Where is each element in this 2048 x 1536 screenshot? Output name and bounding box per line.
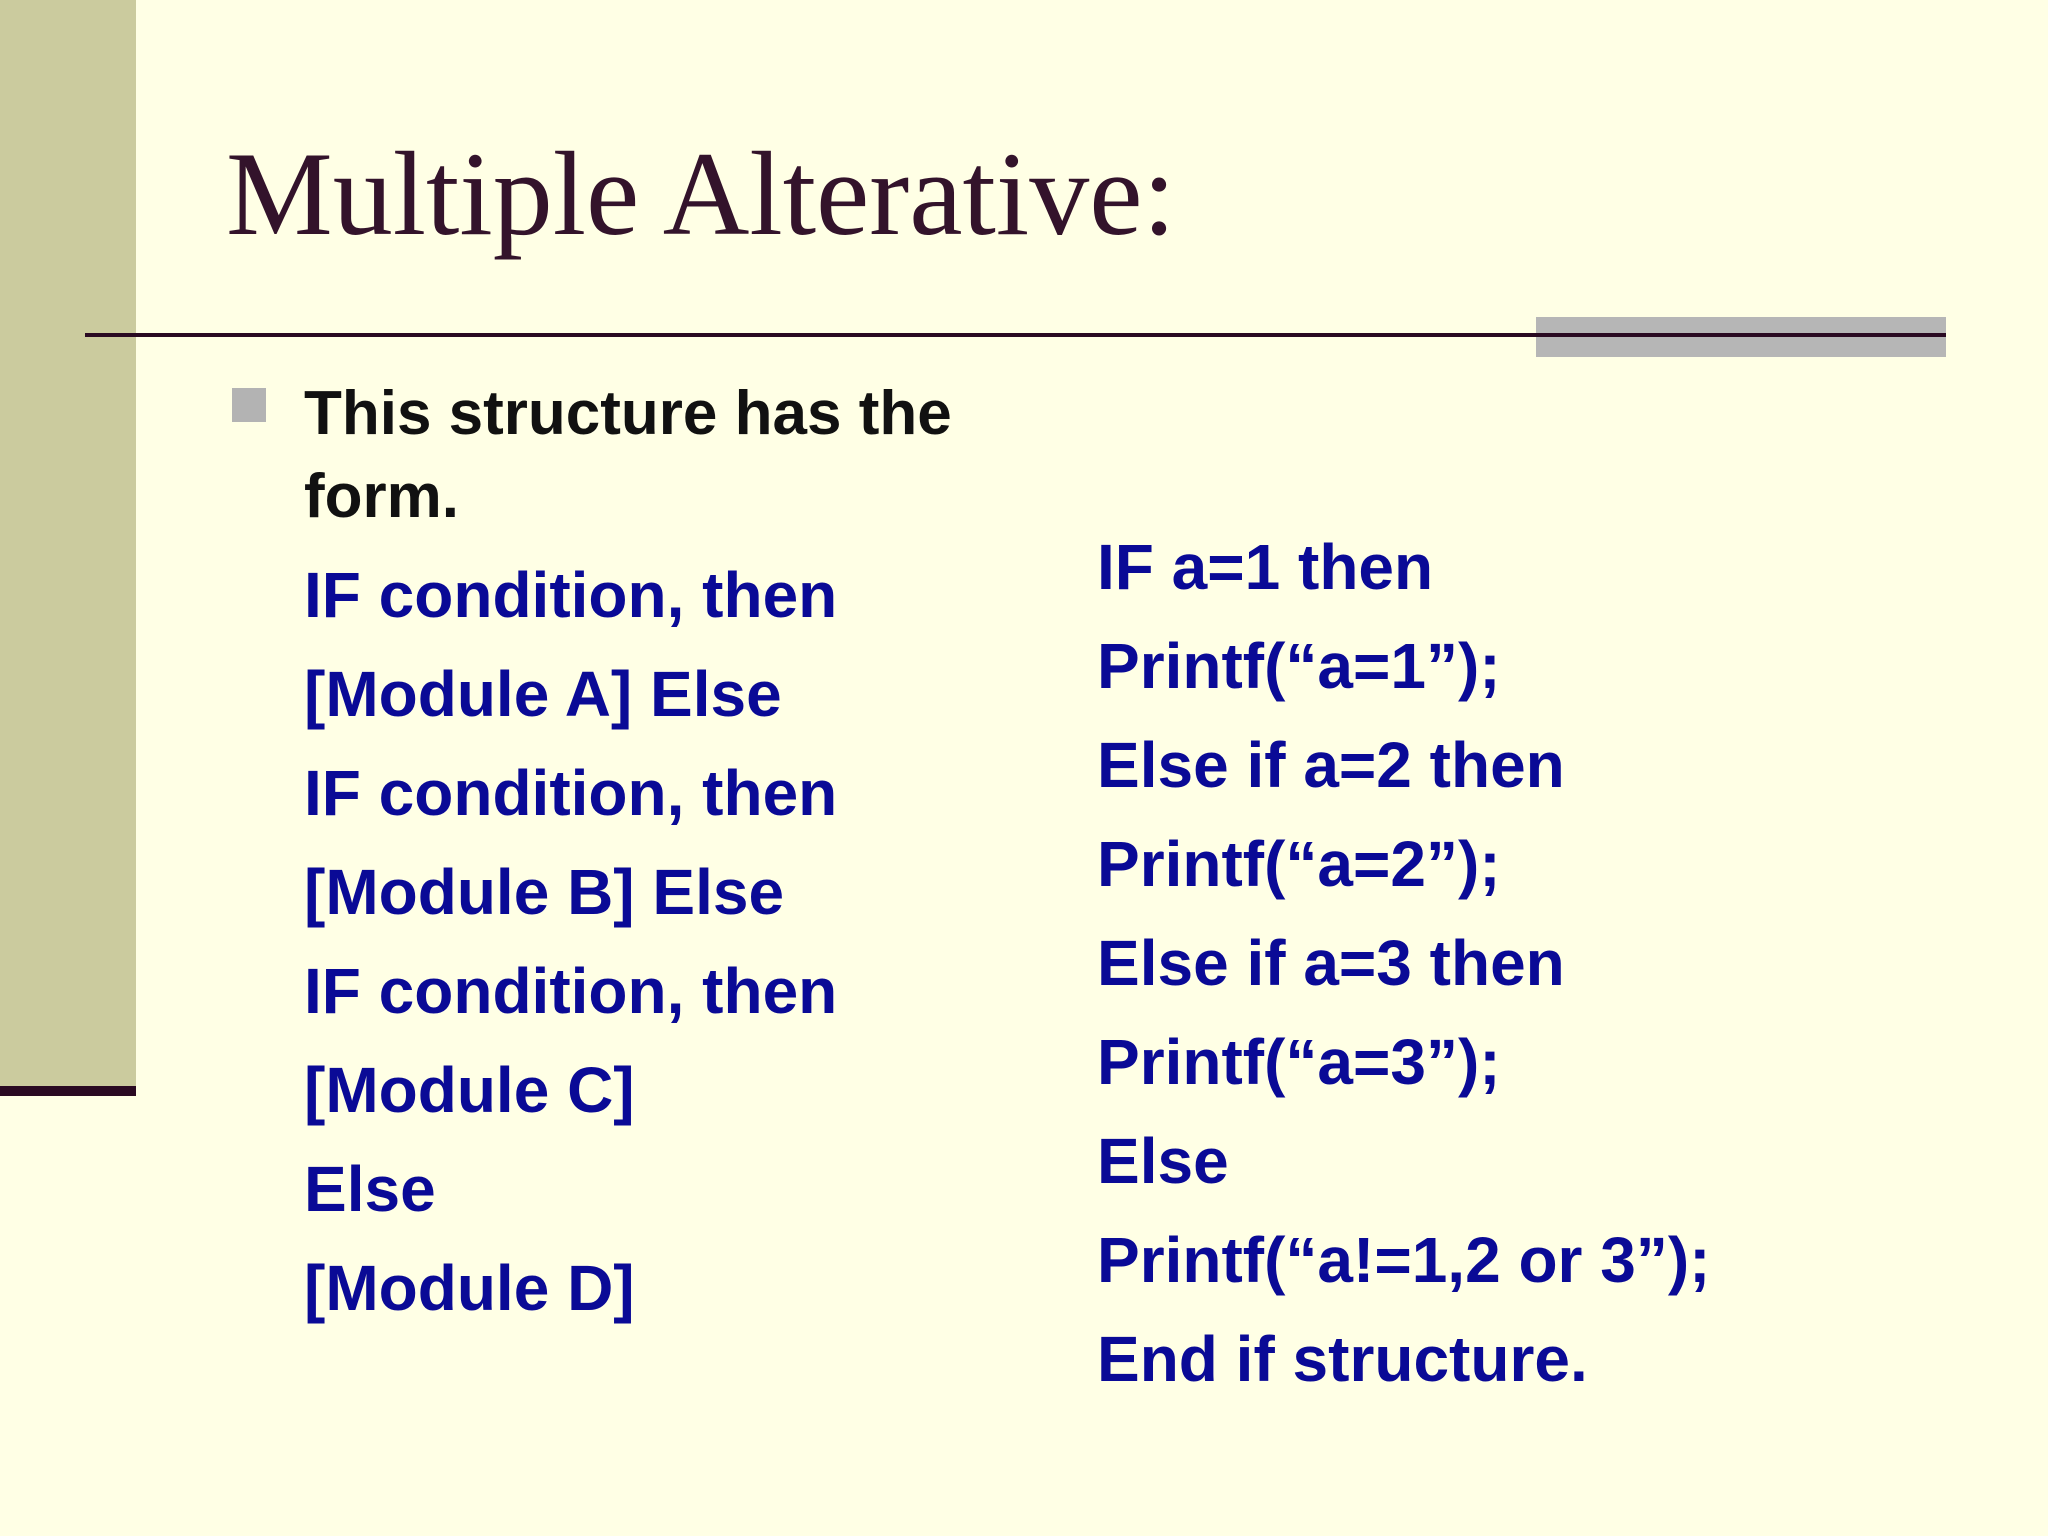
form-line: IF condition, then bbox=[304, 559, 838, 631]
example-line: Else if a=3 then bbox=[1097, 927, 1565, 999]
example-line: Printf(“a=3”); bbox=[1097, 1026, 1501, 1098]
example-line: Else if a=2 then bbox=[1097, 729, 1565, 801]
side-band bbox=[0, 0, 136, 1086]
form-line: [Module B] Else bbox=[304, 856, 785, 928]
intro-text: This structure has the form. bbox=[304, 379, 952, 531]
example-line: Printf(“a!=1,2 or 3”); bbox=[1097, 1224, 1711, 1296]
side-band-underline bbox=[0, 1086, 136, 1096]
title-rule bbox=[85, 333, 1946, 337]
example-line: Else bbox=[1097, 1125, 1229, 1197]
example-line: End if structure. bbox=[1097, 1323, 1588, 1395]
structure-form-list bbox=[304, 546, 837, 1338]
form-line: [Module A] Else bbox=[304, 658, 782, 730]
example-line: Printf(“a=2”); bbox=[1097, 828, 1501, 900]
form-line: [Module C] bbox=[304, 1054, 635, 1126]
form-line: IF condition, then bbox=[304, 955, 838, 1027]
slide-title: Multiple Alterative: bbox=[226, 127, 1176, 260]
example-line: Printf(“a=1”); bbox=[1097, 630, 1501, 702]
title-rule-accent bbox=[1536, 317, 1946, 357]
form-line: IF condition, then bbox=[304, 757, 838, 829]
example-code-list bbox=[1097, 518, 1710, 1409]
form-line: Else bbox=[304, 1153, 436, 1225]
example-line: IF a=1 then bbox=[1097, 531, 1434, 603]
bullet-square-icon bbox=[232, 388, 266, 422]
form-line: [Module D] bbox=[304, 1252, 635, 1324]
